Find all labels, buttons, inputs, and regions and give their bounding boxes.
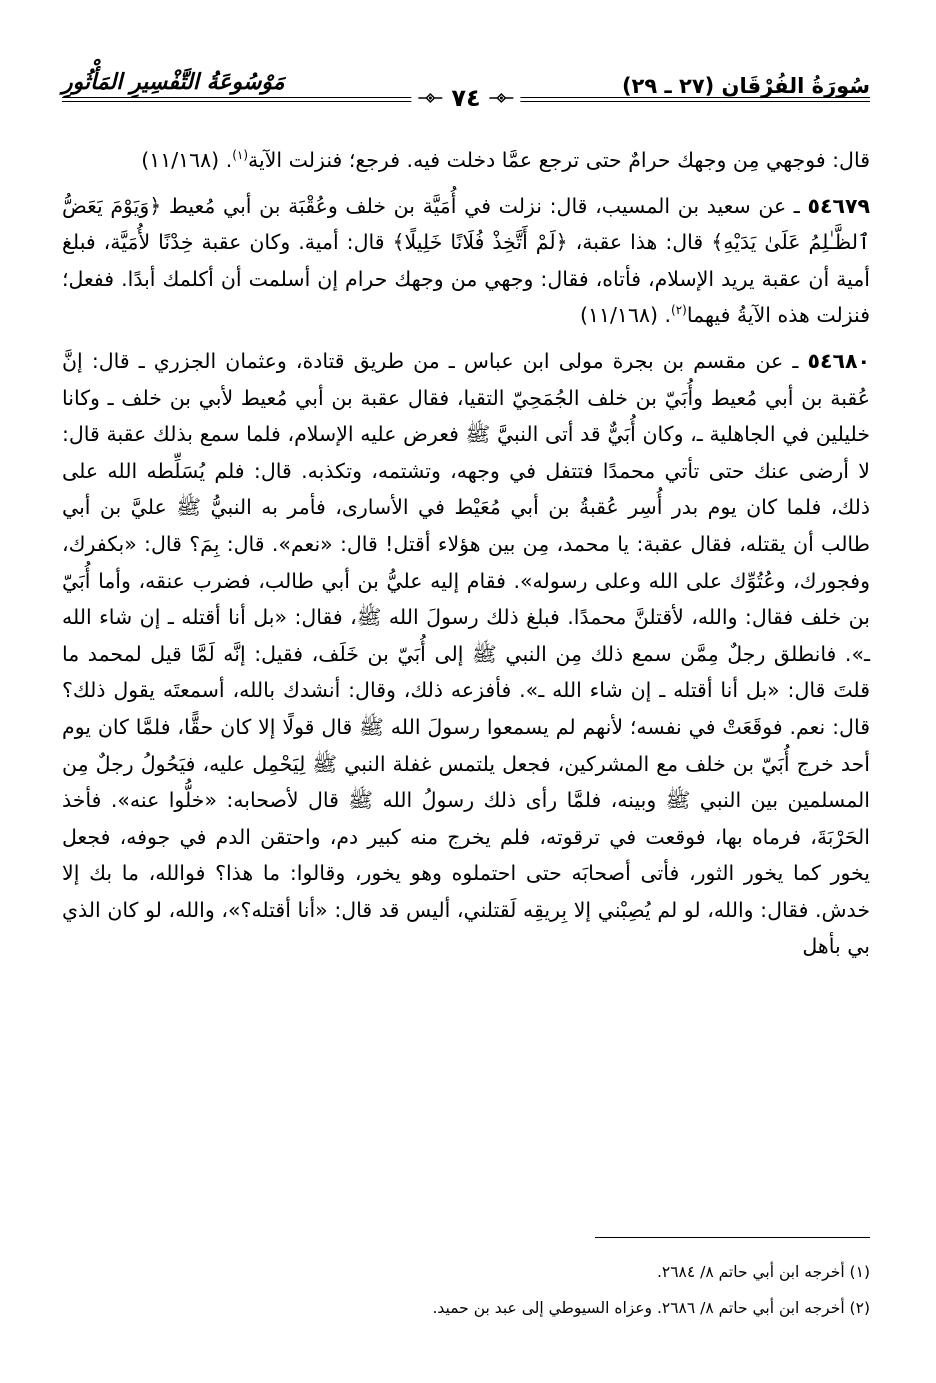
footnotes <box>62 1254 870 1326</box>
hadith-number: ٥٤٦٨٠ <box>807 348 870 373</box>
page-number: ٧٤ <box>451 84 481 112</box>
paragraph-tail: . <box>219 148 233 172</box>
footnote: (١) أخرجه ابن أبي حاتم ٨/ ٢٦٨٤. <box>656 1263 870 1281</box>
page <box>62 62 870 1353</box>
ornament-right-icon <box>489 92 515 104</box>
paragraph <box>62 188 870 334</box>
volume-reference: (١١/١٦٨) <box>141 148 220 172</box>
hadith-number: ٥٤٦٧٩ <box>807 193 870 218</box>
paragraph-text: ـ عن مقسم بن بجرة مولى ابن عباس ـ من طريق قتادة، وعثمان الجزري ـ قال: إنَّ عُقبة بن أبي مُعيط وأُبَيّ بن خلف الجُمَحِيّ التقيا، فقال عقبة بن أبي مُعيط لأبي بن خلف ـ وكانا خليلين في الجاهلية ـ، وكان أُبَيٌّ قد أتى النبيَّ ﷺ فعرض عليه الإسلام، فلما سمع بذلك عقبة قال: لا أرضى عنك حتى تأتي محمدًا فتتفل في وجهه، وتشتمه، وتكذبه. قال: فلم يُسَلِّطه الله على ذلك، فلما كان يوم بدر أُسِر عُقبةُ بن أبي مُعَيْط في الأسارى، فأمر به النبيُّ ﷺ عليَّ بن أبي طالب أن يقتله، فقال عقبة: يا محمد، مِن بين هؤلاء أقتل! قال: «نعم». قال: بِمَ؟ قال: «بكفرك، وفجورك، وعُتُوِّك على الله وعلى رسوله». فقام إليه عليُّ بن أبي طالب، فضرب عنقه، وأما أُبَيّ بن خلف فقال: والله، لأقتلنَّ محمدًا. فبلغ ذلك رسولَ الله ﷺ، فقال: «بل أنا أقتله ـ إن شاء الله ـ». فانطلق رجلٌ مِمَّن سمع ذلك مِن النبي ﷺ إلى أُبَيّ بن خَلَف، فقيل: إنَّه لَمَّا قيل لمحمد ما قلتَ قال: «بل أنا أقتله ـ إن شاء الله ـ». فأفزعه ذلك، وقال: أنشدك بالله، أسمعتَه يقول ذلك؟ قال: نعم. فوقَعَتْ في نفسه؛ لأنهم لم يسمعوا رسولَ الله ﷺ قال قولًا إلا كان حقًّا، فلمَّا كان يوم أحد خرج أُبَيّ بن خلف مع المشركين، فجعل يلتمس غفلة النبي ﷺ لِيَحْمِل عليه، فيَحُولُ رجلٌ مِن المسلمين بين النبي ﷺ وبينه، فلمَّا رأى ذلك رسولُ الله ﷺ قال لأصحابه: «خلُّوا عنه». فأخذ الحَرْبَةَ، فرماه بها، فوقعت في ترقوته، فلم يخرج منه كبير دم، واحتقن الدم في جوفه، فجعل يخور كما يخور الثور، فأتى أصحابَه حتى احتملوه وهو يخور، وقالوا: ما هذا؟ فوالله، ما بك إلا خدش. فقال: والله، لو لم يُصِبْني إلا بِريقِه لَقتلني، أليس قد قال: «أنا أقتله؟»، والله، لو كان الذي بي بأهل <box>62 348 870 959</box>
volume-reference: (١١/١٦٨) <box>580 303 658 328</box>
paragraph <box>62 343 870 965</box>
footnote: (٢) أخرجه ابن أبي حاتم ٨/ ٢٦٨٦. وعزاه السيوطي إلى عبد بن حميد. <box>432 1299 870 1317</box>
footnote-marker: (٢) <box>671 303 687 318</box>
footnote-marker: (١) <box>232 148 249 163</box>
book-title: مَوْسُوعَةُ التَّفْسِيرِ المَأْثُورِ <box>62 70 285 95</box>
main-text <box>62 142 870 965</box>
paragraph-text: ـ عن سعيد بن المسيب، قال: نزلت في أُمَيَّة بن خلف وعُقْبَة بن أبي مُعيط ﴿وَيَوْمَ يَعَضُّ ٱلظَّـٰلِمُ عَلَىٰ يَدَيْهِ﴾ قال: هذا عقبة، ﴿لَمْ أَتَّخِذْ فُلَانًا خَلِيلًا﴾ قال: أمية. وكان عقبة خِدْنًا لأُمَيَّة، فبلغ أمية أن عقبة يريد الإسلام، فأتاه، فقال: وجهي من وجهك حرام إن أسلمت أن أكلمك أبدًا. ففعل؛ فنزلت هذه الآيةُ فيهما <box>62 193 870 328</box>
running-header <box>62 62 870 128</box>
ornament-left-icon <box>417 92 443 104</box>
surah-title: سُورَةُ الفُرْقَان (٢٧ ـ ٢٩) <box>621 74 870 98</box>
footnote-separator <box>595 1237 870 1238</box>
paragraph-text: قال: فوجهي مِن وجهك حرامٌ حتى ترجع عمَّا دخلت فيه. فرجع؛ فنزلت الآية <box>248 148 870 172</box>
paragraph-tail: . <box>657 303 672 328</box>
paragraph <box>62 142 870 179</box>
page-number-box <box>411 84 520 112</box>
